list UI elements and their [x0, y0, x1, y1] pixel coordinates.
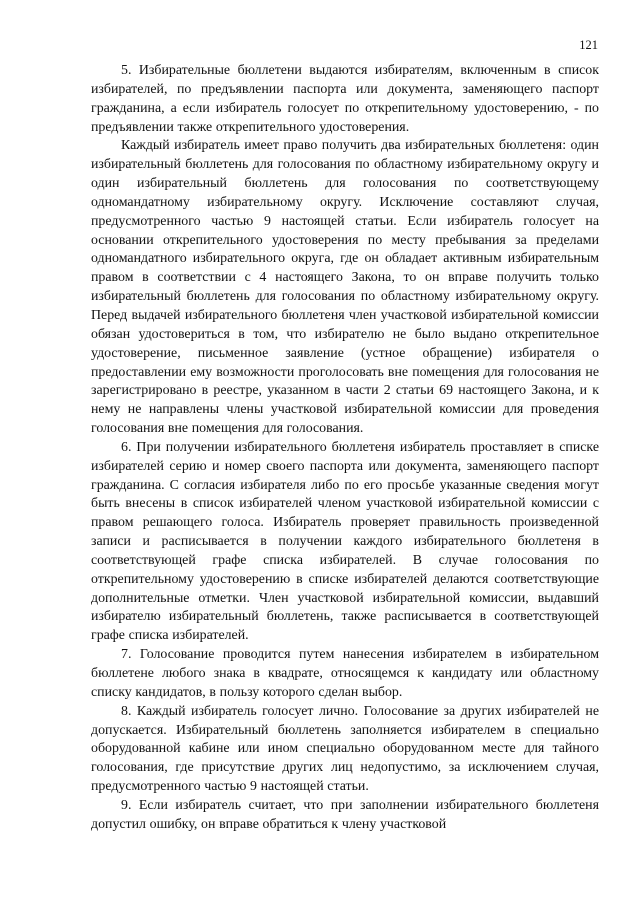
paragraph-ballot-rights: Каждый избиратель имеет право получить два избирательных бюллетеня: один избирательный бюллетень для голосования по областному избирательному округу и один избирательный бюллетень для голосования по соответствующему одномандатному избирательному округу. Исключение составляют случая, предусмотренного частью 9 настоящей статьи. Если избиратель голосует на основании открепительного удостоверения по месту пребывания за пределами одномандатного избирательного округа, где он обладает активным избирательным правом в соответствии с 4 настоящего Закона, то он вправе получить только избирательный бюллетень для голосования по областному избирательному округу. Перед выдачей избирательного бюллетеня член участковой избирательной комиссии обязан удостовериться в том, что избирателю не было выдано открепительное удостоверение, письменное заявление (устное обращение) избирателя о предоставлении ему возможности проголосовать вне помещения для голосования не зарегистрировано в реестре, указанном в части 2 статьи 69 настоящего Закона, и к нему не направлены члены участковой избирательной комиссии для проведения голосования вне помещения для голосования. [91, 138, 599, 437]
paragraph-5: 5. Избирательные бюллетени выдаются избирателям, включенным в список избирателей, по предъявлении паспорта или документа, заменяющего паспорт гражданина, а если избиратель голосует по открепительному удостоверению, - по предъявлении также открепительного удостоверения. [91, 63, 599, 135]
page-number: 121 [579, 38, 598, 52]
paragraph-8: 8. Каждый избиратель голосует лично. Голосование за других избирателей не допускается. Избирательный бюллетень заполняется избирателем в специально оборудованной кабине или ином специально оборудованном месте для тайного голосования, где присутствие других лиц недопустимо, за исключением случая, предусмотренного частью 9 настоящей статьи. [91, 703, 599, 795]
paragraph-6: 6. При получении избирательного бюллетеня избиратель проставляет в списке избирателей серию и номер своего паспорта или документа, заменяющего паспорт гражданина. С согласия избирателя либо по его просьбе указанные сведения могут быть внесены в список избирателей членом участковой избирательной комиссии с правом решающего голоса. Избиратель проверяет правильность произведенной записи и расписывается в получении каждого избирательного бюллетеня в соответствующей графе списка избирателей. В случае голосования по открепительному удостоверению в списке избирателей делаются соответствующие дополнительные отметки. Член участковой избирательной комиссии, выдавший избирателю избирательный бюллетень, также расписывается в соответствующей графе списка избирателей. [91, 439, 599, 644]
paragraph-7: 7. Голосование проводится путем нанесения избирателем в избирательном бюллетене любого знака в квадрате, относящемся к кандидату или областному списку кандидатов, в пользу которого сделан выбор. [91, 647, 599, 700]
paragraph-9: 9. Если избиратель считает, что при заполнении избирательного бюллетеня допустил ошибку, он вправе обратиться к члену участковой [91, 797, 599, 832]
